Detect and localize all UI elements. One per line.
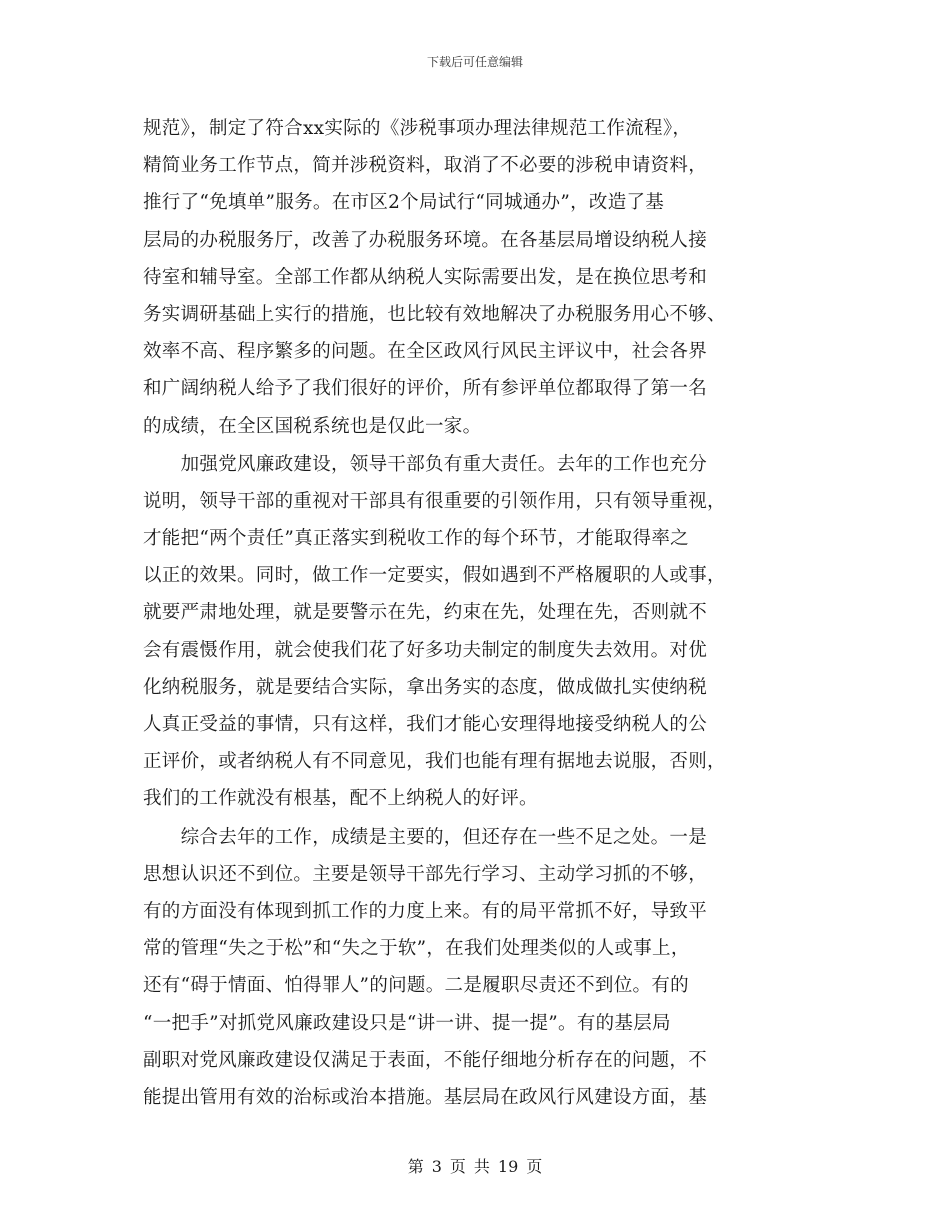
text-line: 综合去年的工作，成绩是主要的，但还存在一些不足之处。一是	[143, 826, 708, 848]
page-label-prefix: 第	[407, 1157, 424, 1176]
page-label-mid: 页	[449, 1157, 466, 1176]
total-pages-number: 19	[497, 1157, 519, 1176]
text-line: 说明，领导干部的重视对干部具有很重要的引领作用，只有领导重视，	[143, 490, 726, 512]
text-line: 人真正受益的事情，只有这样，我们才能心安理得地接受纳税人的公	[143, 714, 708, 735]
text-line: 思想认识还不到位。主要是领导干部先行学习、主动学习抓的不够，	[143, 863, 708, 885]
text-line: 能提出管用有效的治标或治本措施。基层局在政风行风建设方面，基	[143, 1086, 708, 1108]
total-prefix: 共	[473, 1157, 490, 1176]
text-line: 精简业务工作节点，简并涉税资料，取消了不必要的涉税申请资料，	[143, 155, 708, 177]
text-line: 我们的工作就没有根基，配不上纳税人的好评。	[143, 788, 538, 810]
total-suffix: 页	[526, 1157, 543, 1176]
text-line: 会有震慑作用，就会使我们花了好多功夫制定的制度失去效用。对优	[143, 639, 708, 661]
text-line: 层局的办税服务厅，改善了办税服务环境。在各基层局增设纳税人接	[143, 229, 708, 251]
text-line: “一把手”对抓党风廉政建设只是“讲一讲、提一提”。有的基层局	[143, 1012, 671, 1034]
text-line: 化纳税服务，就是要结合实际，拿出务实的态度，做成做扎实使纳税	[143, 676, 708, 698]
text-line: 就要严肃地处理，就是要警示在先，约束在先，处理在先，否则就不	[143, 602, 708, 624]
text-line: 和广阔纳税人给予了我们很好的评价，所有参评单位都取得了第一名	[143, 378, 708, 400]
text-line: 加强党风廉政建设，领导干部负有重大责任。去年的工作也充分	[143, 453, 708, 475]
page-header: 下载后可任意编辑	[426, 55, 523, 69]
text-line: 的成绩，在全区国税系统也是仅此一家。	[143, 415, 482, 437]
text-line: 规范》，制定了符合xx实际的《涉税事项办理法律规范工作流程》，	[143, 118, 692, 139]
text-line: 副职对党风廉政建设仅满足于表面，不能仔细地分析存在的问题，不	[143, 1049, 708, 1071]
paragraph	[143, 110, 808, 445]
page-footer	[0, 1154, 950, 1177]
text-line: 有的方面没有体现到抓工作的力度上来。有的局平常抓不好，导致平	[143, 900, 708, 922]
paragraph	[143, 819, 808, 1117]
text-line: 待室和辅导室。全部工作都从纳税人实际需要出发，是在换位思考和	[143, 266, 708, 288]
text-line: 务实调研基础上实行的措施，也比较有效地解决了办税服务用心不够、	[143, 303, 726, 325]
text-line: 才能把“两个责任”真正落实到税收工作的每个环节，才能取得率之	[143, 528, 689, 550]
paragraph	[143, 446, 808, 818]
text-line: 以正的效果。同时，做工作一定要实，假如遇到不严格履职的人或事，	[143, 565, 726, 587]
text-line: 正评价，或者纳税人有不同意见，我们也能有理有据地去说服，否则，	[143, 751, 726, 773]
text-line: 效率不高、程序繁多的问题。在全区政风行风民主评议中，社会各界	[143, 341, 708, 363]
document-body	[143, 110, 808, 1116]
text-line: 还有“碍于情面、怕得罪人”的问题。二是履职尽责还不到位。有的	[143, 975, 689, 997]
text-line: 推行了“免填单”服务。在市区2个局试行“同城通办”，改造了基	[143, 192, 665, 214]
current-page-number: 3	[431, 1157, 442, 1176]
text-line: 常的管理“失之于松”和“失之于软”，在我们处理类似的人或事上，	[143, 938, 690, 960]
